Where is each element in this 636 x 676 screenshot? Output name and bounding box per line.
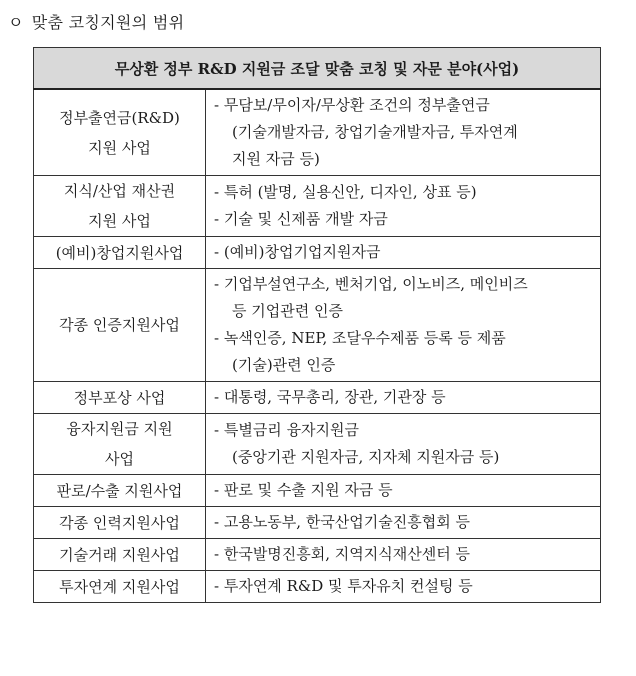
category-line: 지식/산업 재산권 — [63, 182, 176, 200]
description-line: - 녹색인증, NEP, 조달우수제품 등록 등 제품 — [214, 329, 506, 347]
category-line: 지원 사업 — [88, 138, 151, 157]
description-line: - 특별금리 융자지원금 — [214, 421, 360, 439]
description-line: (중앙기관 지원자금, 지자체 지원자금 등) — [232, 448, 500, 466]
heading-bullet: ㅇ — [8, 13, 24, 32]
category-line: 융자지원금 지원 — [66, 420, 173, 438]
row-category-cell — [34, 571, 206, 603]
category-line: 정부포상 사업 — [73, 388, 166, 407]
description-line: - 기업부설연구소, 벤처기업, 이노비즈, 메인비즈 — [214, 275, 528, 293]
category-line: 사업 — [105, 450, 134, 468]
table-row — [34, 414, 601, 475]
description-line: (기술)관련 인증 — [232, 356, 336, 374]
description-line: - 고용노동부, 한국산업기술진흥협회 등 — [214, 513, 470, 531]
category-line: 기술거래 지원사업 — [59, 545, 180, 564]
table-row — [34, 237, 601, 269]
table-row — [34, 382, 601, 414]
category-line: 투자연계 지원사업 — [59, 577, 180, 596]
coaching-scope-table — [33, 47, 601, 603]
description-line: - (예비)창업기업지원자금 — [214, 243, 381, 261]
description-line: - 대통령, 국무총리, 장관, 기관장 등 — [214, 388, 446, 406]
category-line: 각종 인증지원사업 — [59, 316, 180, 334]
row-description-cell — [206, 414, 601, 475]
description-line: (기술개발자금, 창업기술개발자금, 투자연계 — [232, 123, 518, 141]
row-description-cell — [206, 475, 601, 507]
heading-text: 맞춤 코칭지원의 범위 — [31, 13, 185, 32]
row-category-cell — [34, 237, 206, 269]
table-header-row — [34, 48, 601, 90]
table-row — [34, 269, 601, 382]
category-line: 판로/수출 지원사업 — [56, 481, 183, 500]
description-line: - 기술 및 신제품 개발 자금 — [214, 210, 388, 228]
category-line: (예비)창업지원사업 — [55, 243, 184, 262]
row-description-cell — [206, 571, 601, 603]
table-row — [34, 571, 601, 603]
table-row — [34, 539, 601, 571]
row-description-cell — [206, 539, 601, 571]
table-row — [34, 176, 601, 237]
category-line: 정부출연금(R&D) — [59, 108, 180, 127]
table-header: 무상환 정부 R&D 지원금 조달 맞춤 코칭 및 자문 분야(사업) — [34, 48, 601, 90]
row-category-cell — [34, 507, 206, 539]
row-category-cell — [34, 414, 206, 475]
row-category-cell — [34, 382, 206, 414]
row-category-cell — [34, 539, 206, 571]
description-line: - 판로 및 수출 지원 자금 등 — [214, 481, 393, 499]
description-line: - 한국발명진흥회, 지역지식재산센터 등 — [214, 545, 470, 563]
row-description-cell — [206, 89, 601, 176]
row-description-cell — [206, 176, 601, 237]
row-category-cell — [34, 475, 206, 507]
description-line: 지원 자금 등) — [232, 150, 320, 168]
category-line: 지원 사업 — [88, 212, 151, 230]
table-row — [34, 507, 601, 539]
row-category-cell — [34, 89, 206, 176]
table-row — [34, 475, 601, 507]
description-line: - 투자연계 R&D 및 투자유치 컨설팅 등 — [214, 577, 473, 595]
table-body — [34, 89, 601, 603]
row-description-cell — [206, 269, 601, 382]
row-description-cell — [206, 237, 601, 269]
table-row — [34, 89, 601, 176]
description-line: - 무담보/무이자/무상환 조건의 정부출연금 — [214, 96, 490, 114]
row-category-cell — [34, 269, 206, 382]
description-line: 등 기업관련 인증 — [232, 302, 343, 320]
category-line: 각종 인력지원사업 — [59, 513, 180, 532]
description-line: - 특허 (발명, 실용신안, 디자인, 상표 등) — [214, 183, 477, 201]
section-heading — [8, 10, 184, 33]
row-description-cell — [206, 382, 601, 414]
row-description-cell — [206, 507, 601, 539]
row-category-cell — [34, 176, 206, 237]
